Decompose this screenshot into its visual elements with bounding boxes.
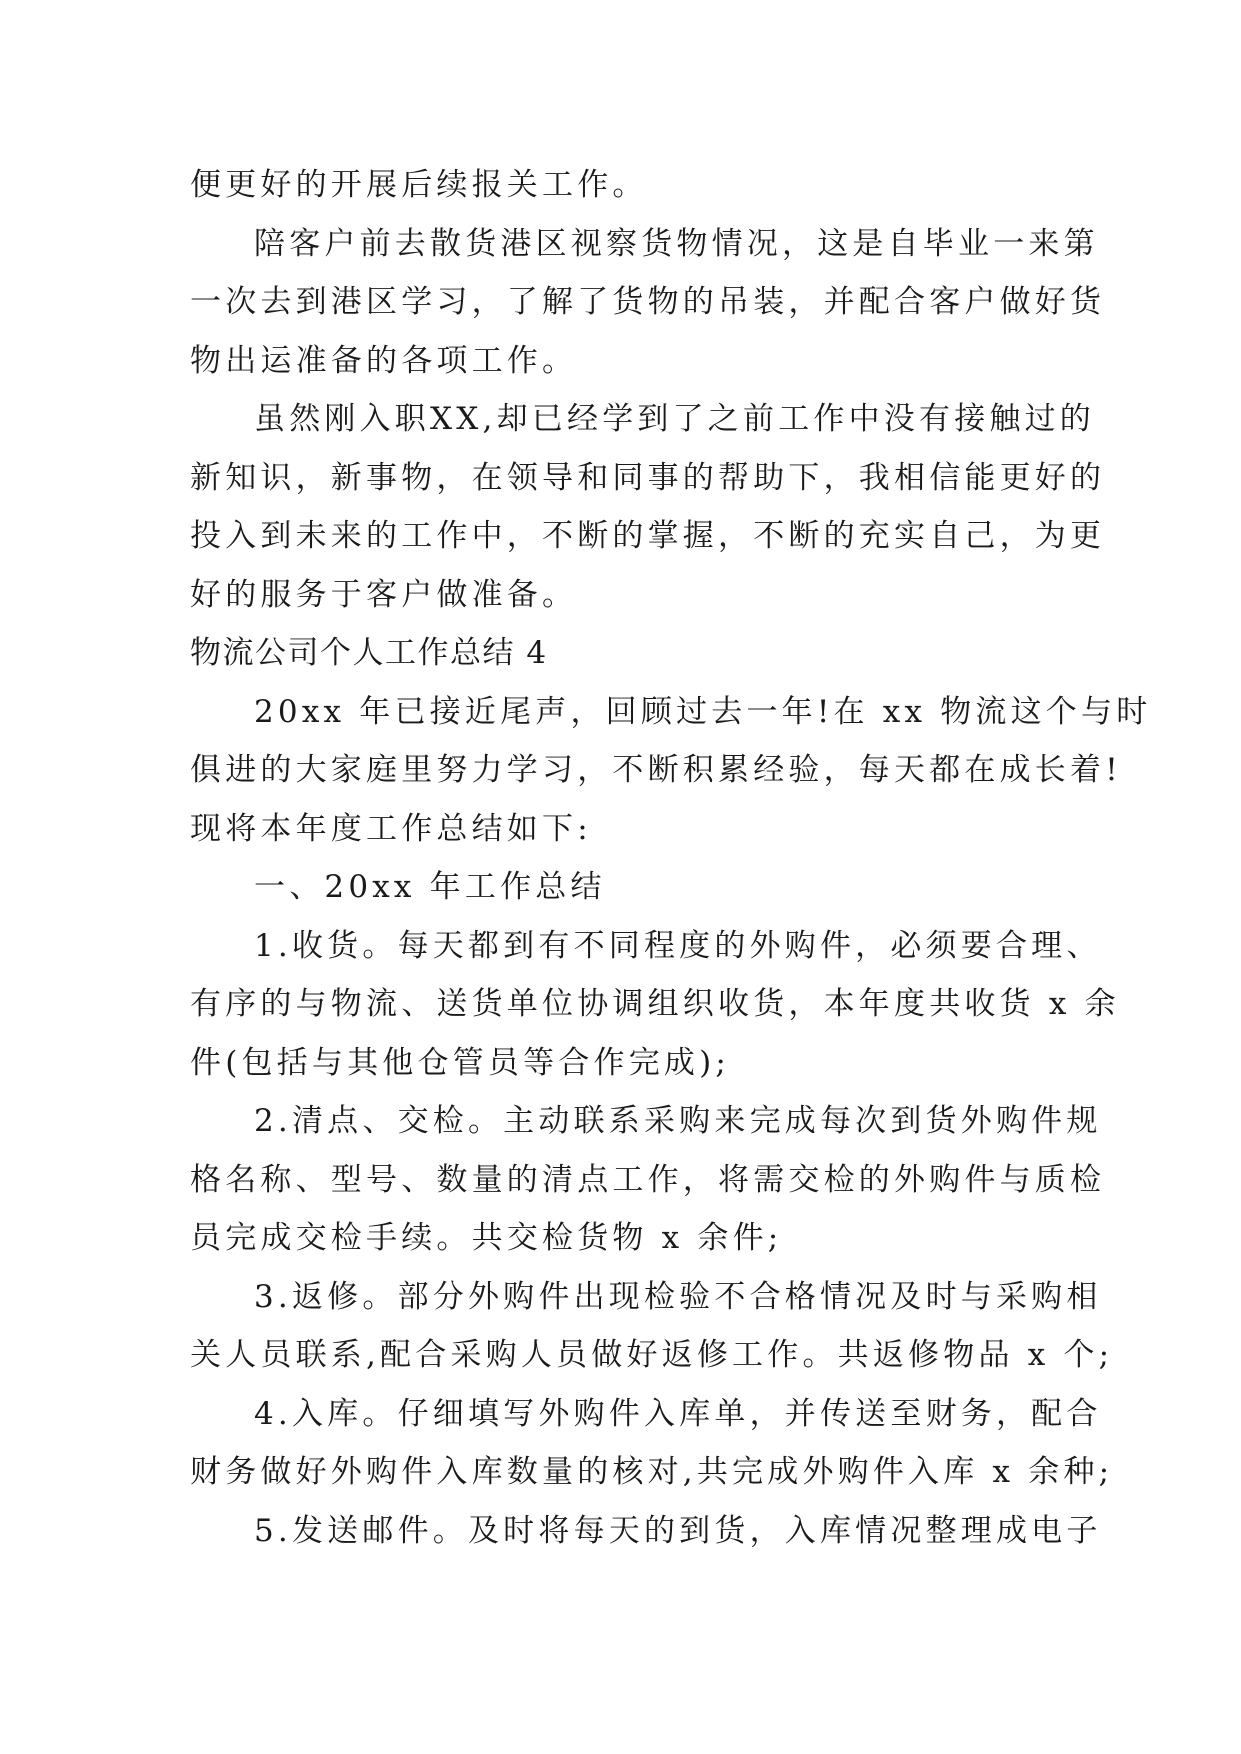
text-line: 新知识，新事物，在领导和同事的帮助下，我相信能更好的	[190, 459, 1106, 496]
text-line: 虽然刚入职XX,却已经学到了之前工作中没有接触过的	[254, 401, 1095, 437]
text-line: 3.返修。部分外购件出现检验不合格情况及时与采购相	[254, 1278, 1102, 1315]
text-line: 2.清点、交检。主动联系采购来完成每次到货外购件规	[254, 1103, 1102, 1139]
section-heading: 物流公司个人工作总结 4	[190, 635, 548, 671]
text-line: 4.入库。仔细填写外购件入库单，并传送至财务，配合	[254, 1395, 1102, 1432]
document-body	[190, 156, 1152, 1560]
text-line: 俱进的大家庭里努力学习，不断积累经验，每天都在成长着!	[190, 752, 1122, 788]
text-line: 好的服务于客户做准备。	[190, 576, 578, 613]
text-line: 财务做好外购件入库数量的核对,共完成外购件入库 x 余种;	[190, 1454, 1114, 1490]
text-line: 件(包括与其他仓管员等合作完成);	[190, 1044, 731, 1081]
text-line: 陪客户前去散货港区视察货物情况，这是自毕业一来第	[254, 225, 1099, 262]
text-line: 格名称、型号、数量的清点工作，将需交检的外购件与质检	[190, 1161, 1106, 1198]
text-line: 5.发送邮件。及时将每天的到货，入库情况整理成电子	[254, 1512, 1102, 1549]
text-line: 员完成交检手续。共交检货物 x 余件;	[190, 1220, 783, 1256]
text-line: 一次去到港区学习，了解了货物的吊装，并配合客户做好货	[190, 284, 1106, 320]
text-line: 物出运准备的各项工作。	[190, 342, 578, 379]
text-line: 有序的与物流、送货单位协调组织收货，本年度共收货 x 余	[190, 986, 1120, 1022]
text-line: 1.收货。每天都到有不同程度的外购件，必须要合理、	[254, 927, 1102, 964]
text-line: 一、20xx 年工作总结	[254, 869, 606, 905]
text-line: 便更好的开展后续报关工作。	[190, 167, 648, 203]
text-line: 关人员联系,配合采购人员做好返修工作。共返修物品 x 个;	[190, 1337, 1114, 1373]
text-line: 20xx 年已接近尾声，回顾过去一年!在 xx 物流这个与时	[254, 693, 1152, 730]
text-line: 现将本年度工作总结如下:	[190, 810, 592, 847]
text-line: 投入到未来的工作中，不断的掌握，不断的充实自己，为更	[190, 518, 1106, 554]
